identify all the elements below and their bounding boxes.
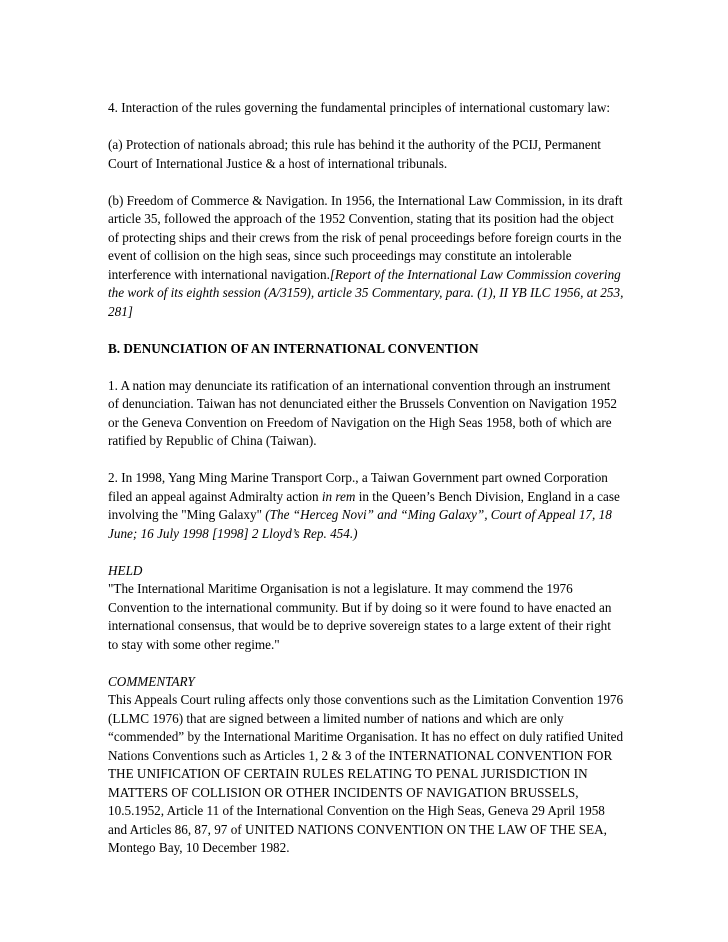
document-page [108,99,624,876]
section-b-para-2 [108,469,624,543]
section-4-intro: 4. Interaction of the rules governing the fundamental principles of international customary law: [108,100,611,115]
section-b-heading: B. DENUNCIATION OF AN INTERNATIONAL CONVENTION [108,340,479,356]
para-2-in-rem: in rem [321,488,356,504]
para-b-text: (b) Freedom of Commerce & Navigation. In 1956, the International Law Commission, in its draft article 35, followed the approach of the 1952 Convention, stating that its position had the object of protecting ships and their crews from the risk of penal proceedings before foreign courts in the event of collision on the high seas, since such proceedings may constitute an intolerable interference with international navigation. [108,192,623,282]
section-b-para-1: 1. A nation may denunciate its ratification of an international convention through an instrument of denunciation. Taiwan has not denunciated either the Brussels Convention on Navigation 1952 or the Geneva Convention on Freedom of Navigation on the High Seas 1958, both of which are ratified by Republic of China (Taiwan). [108,377,618,448]
section-4-para-b [108,192,624,322]
para-2-start: 2. In 1998, Yang Ming Marine Transport Corp., a Taiwan Government part owned Corporation filed an appeal against Admiralty action [108,470,608,504]
held-text: "The International Maritime Organisation is not a legislature. It may commend the 1976 Convention to the international community. But if by doing so it were found to have enacted an international consensus, that would be to deprive sovereign states to a large extent of their right to stay with some other regime." [108,581,612,652]
para-2-citation: (The “Herceg Novi” and “Ming Galaxy”, Court of Appeal 17, 18 June; 16 July 1998 [1998] 2 Lloyd’s Rep. 454.) [108,507,612,541]
held-label: HELD [108,562,143,578]
section-4-para-a: (a) Protection of nationals abroad; this rule has behind it the authority of the PCIJ, Permanent Court of International Justice & a host of international tribunals. [108,137,601,171]
commentary-text: This Appeals Court ruling affects only those conventions such as the Limitation Convention 1976 (LLMC 1976) that are signed between a limited number of nations and which are only “commended” by the International Maritime Organisation. It has no effect on duly ratified United Nations Conventions such as Articles 1, 2 & 3 of the INTERNATIONAL CONVENTION FOR THE UNIFICATION OF CERTAIN RULES RELATING TO PENAL JURISDICTION IN MATTERS OF COLLISION OR OTHER INCIDENTS OF NAVIGATION BRUSSELS, 10.5.1952, Article 11 of the International Convention on the High Seas, Geneva 29 April 1958 and Articles 86, 87, 97 of UNITED NATIONS CONVENTION ON THE LAW OF THE SEA, Montego Bay, 10 December 1982. [108,692,624,855]
para-2-mid: in the Queen’s Bench Division, England in a case involving the "Ming Galaxy" [108,488,620,522]
commentary-label: COMMENTARY [108,673,195,689]
para-b-citation: [Report of the International Law Commission covering the work of its eighth session (A/3159), article 35 Commentary, para. (1), II YB ILC 1956, at 253, 281] [108,266,624,319]
